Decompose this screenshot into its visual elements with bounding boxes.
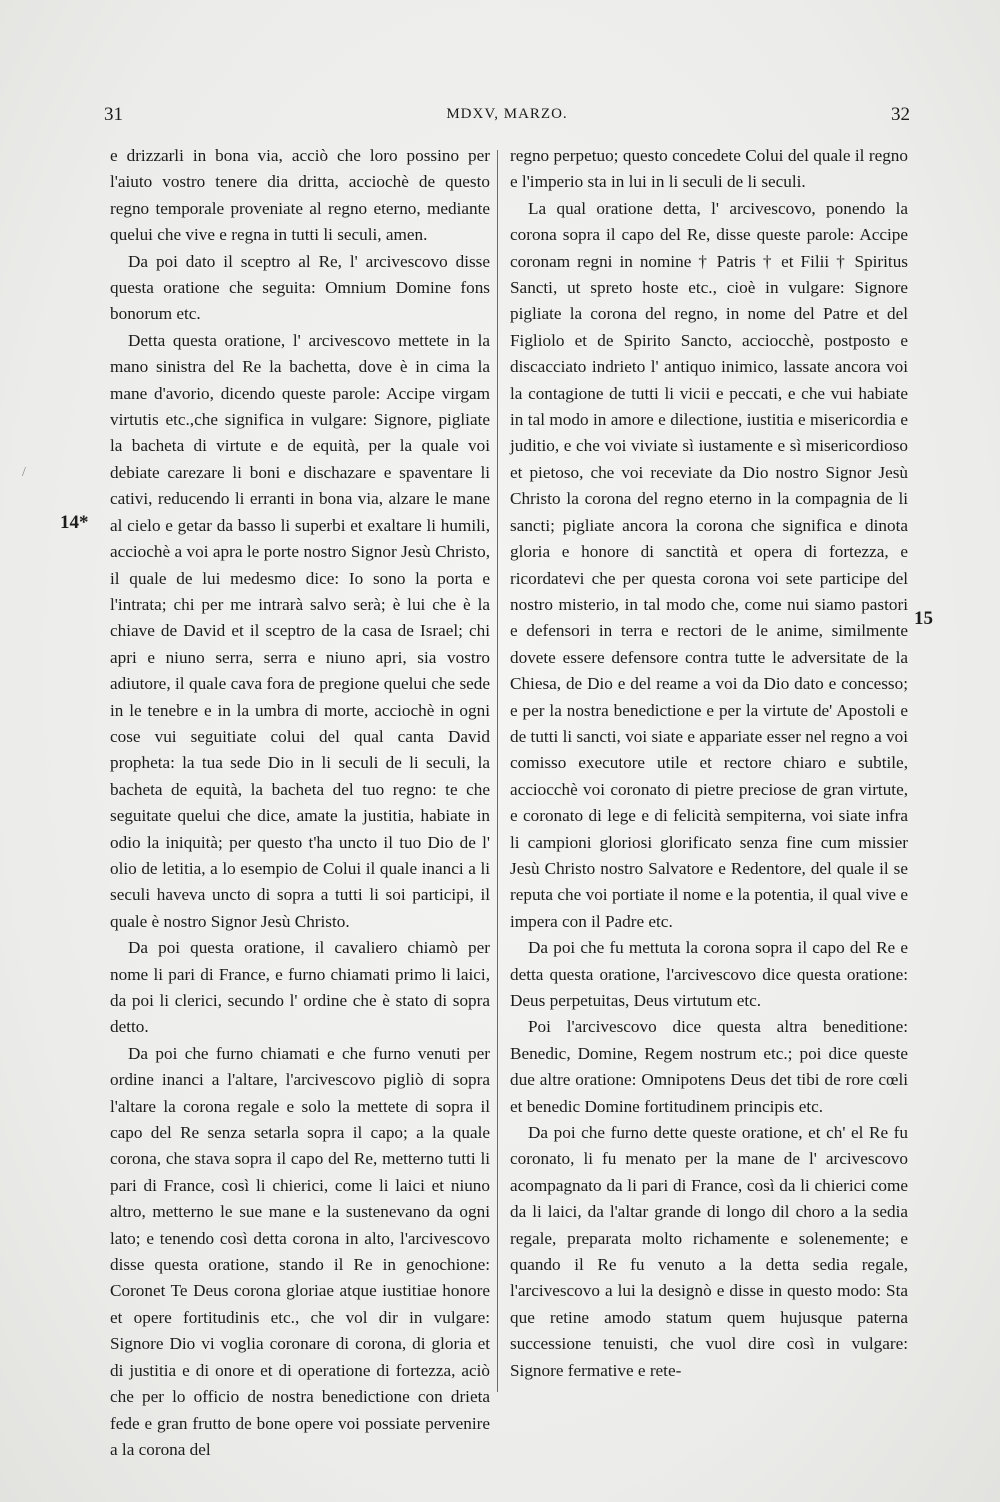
paragraph: e drizzarli in bona via, acciò che loro possino per l'aiuto vostro tenere dia dritta, acciochè de questo regno temporale proveniate al regno eterno, mediante quelui che vive e regna in tutti li seculi, amen. xyxy=(110,146,490,245)
paragraph: regno perpetuo; questo concedete Colui del quale il regno e l'imperio sta in lui in li seculi de li seculi. xyxy=(510,146,908,192)
paragraph: Da poi questa oratione, il cavaliero chiamò per nome li pari di France, e furno chiamati primo li laici, da poi li clerici, secundo l' ordine che è stato di sopra detto. xyxy=(110,938,490,1037)
left-column xyxy=(110,143,490,1463)
margin-number-left: 14* xyxy=(60,512,89,533)
paragraph: Detta questa oratione, l' arcivescovo mettete in la mano sinistra del Re la bachetta, dove è in cima la mane d'avorio, dicendo queste parole: Accipe virgam virtutis etc.,che significa in vulgare: Signore, pigliate la bacheta di virtute e de equità, per la quale voi debiate carezare li boni e dischazare e spaventare li cativi, reducendo li erranti in bona via, alzare le mane al cielo e getar da basso li superbi et exaltare li humili, acciochè a voi apra le porte nostro Signor Jesù Christo, il quale de lui medesmo dice: Io sono la porta e l'intrata; chi per me intrarà salvo serà; è lui che è la chiave de David et il sceptro de la casa de Israel; chi apri e niuno serra, serra e niuno apri, sia vostro adiutore, il quale cava fora de pregione quelui che sede in le tenebre e in la umbra di morte, acciochè in ogni cose vui seguitiate colui del qual canta David propheta: la tua sede Dio in li seculi de li seculi, la bacheta de equità, la bacheta del tuo regno: te che seguitate quelui che dice, amate la justitia, habiate in odio la iniquità; per questo t'ha uncto il tuo Dio de l' olio de letitia, a lo esempio de Colui il quale inanci a li seculi haveva uncto di sopra a tutti li soi participi, il quale è nostro Signor Jesù Christo. xyxy=(110,330,490,931)
paragraph: Da poi che furno dette queste oratione, et ch' el Re fu coronato, li fu menato per la mane de l' arcivescovo acompagnato da li pari di France, così da li chierici come da li laici, da l'altar grande di longo dil choro a la sedia regale, preparata molto richamente e solenemente; e quando il Re fu venuto a la detta sedia regale, l'arcivescovo a lui la designò e disse in questo modo: Sta que retine amodo statum quem hujusque paterna successione tenuisti, che vuol dire così in vulgare: Signore fermative e rete- xyxy=(510,1123,908,1380)
header-title: MDXV, MARZO. xyxy=(446,106,568,122)
column-divider xyxy=(497,150,498,1392)
paragraph: Da poi che fu mettuta la corona sopra il capo del Re e detta questa oratione, l'arcivescovo dice questa oratione: Deus perpetuitas, Deus virtutum etc. xyxy=(510,938,908,1010)
paragraph: Da poi che furno chiamati e che furno venuti per ordine inanci a l'altare, l'arcivescovo pigliò di sopra l'altare la corona regale e solo la mettete di sopra il capo del Re senza setarla sopra il capo; a la quale corona, che stava sopra il capo del Re, metterno tutti li pari di France, così li chierici, come li laici et niuno altro, metterno le sue mane e la sustenevano da ogni lato; e tenendo così detta corona in alto, l'arcivescovo disse questa oratione, stando il Re in genochione: Coronet Te Deus corona gloriae atque iustitiae honore et opere fortitudinis etc., che vol dir in vulgare: Signore Dio vi voglia coronare di corona, di gloria et di justitia e di onore et di operatione di fortezza, aciò che per lo officio de nostra benedictione con drieta fede e gran frutto de bone opere voi possiate pervenire a la corona del xyxy=(110,1043,490,1459)
stray-margin-mark: / xyxy=(22,465,26,480)
paragraph: La qual oratione detta, l' arcivescovo, ponendo la corona sopra il capo del Re, disse queste parole: Accipe coronam regni in nomine † Patris † et Filii † Spiritus Sancti, ut spreto hoste etc., cioè in vulgare: Signore pigliate la corona del regno, in nome del Patre et del Figliolo et de Spirito Sancto, acciocchè, postposto e discacciato indrieto l' antiquo inimico, lassate ancora voi la contagione de tutti li vicii e peccati, e che vui habiate in tal modo in amore e dilectione, iustitia e misericordia e juditio, e che voi viviate sì iustamente e sì misericordioso et pietoso, che voi receviate da Dio nostro Signor Jesù Christo la corona del regno eterno in la compagnia de li sancti; pigliate ancora la corona che significa e dinota gloria e honore di sanctità et opera di fortezza, e ricordatevi che per questa corona voi sete participe del nostro misterio, in tal modo che, come nui siamo pastori e defensori in terra e rectori de le anime, similmente dovete essere defensore contra tutte le adversitate de la Chiesa, de Dio e del reame a voi da Dio dato e concesso; e per la nostra benedictione e per la virtute de' Apostoli e de tutti li sancti, voi siate e appariate esser nel regno a voi comisso executore utile et rectore chiaro e subtile, acciocchè voi coronato di pietre preciose de gran virtute, e coronato di lege e di felicità sempiterna, voi siate infra li campioni gloriosi glorificato senza fine cum missier Jesù Christo nostro Salvatore e Redentore, del quale il se reputa che voi portiate il nome e la potentia, il qual vive e impera con il Padre etc. xyxy=(510,198,908,931)
paragraph: Poi l'arcivescovo dice questa altra beneditione: Benedic, Domine, Regem nostrum etc.; poi dice queste due altre oratione: Omnipotens Deus det tibi de rore cœli et benedic Domine fortitudinem principis etc. xyxy=(510,1017,908,1116)
running-header xyxy=(104,104,910,134)
page-number-left: 31 xyxy=(104,104,123,125)
paragraph: Da poi dato il sceptro al Re, l' arcivescovo disse questa oratione che seguita: Omnium Domine fons bonorum etc. xyxy=(110,251,490,324)
right-column xyxy=(510,143,908,1384)
margin-number-right: 15 xyxy=(914,608,933,629)
page-number-right: 32 xyxy=(891,104,910,125)
